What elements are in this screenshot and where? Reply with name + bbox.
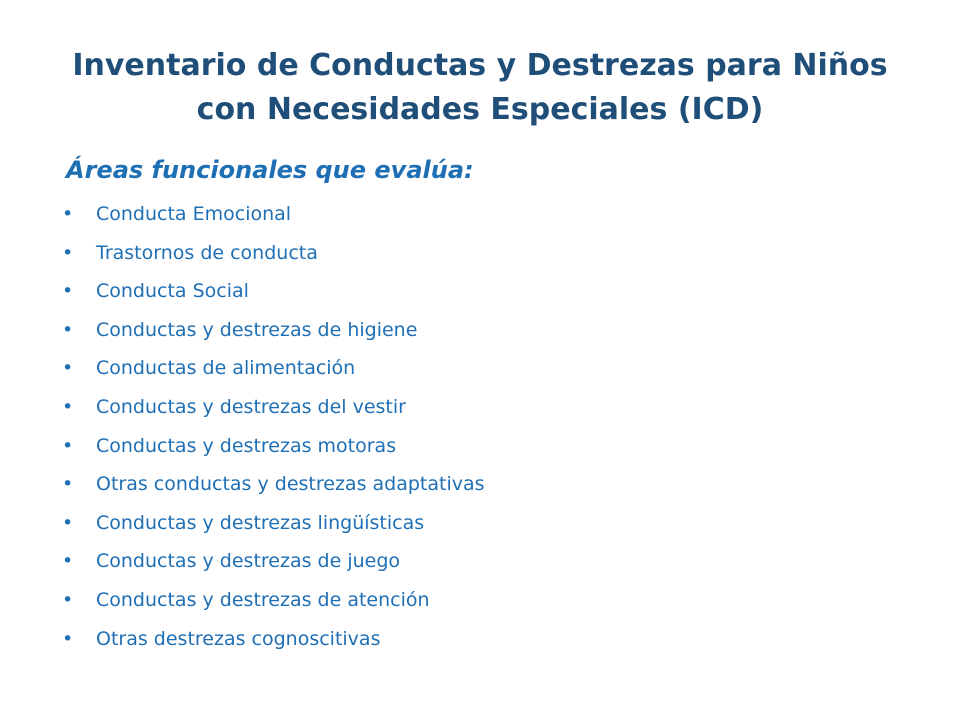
- bullet-icon: •: [62, 588, 74, 611]
- list-item: [60, 543, 485, 582]
- list-item: [60, 466, 485, 505]
- slide-title: Inventario de Conductas y Destrezas para Niños con Necesidades Especiales (ICD): [72, 48, 888, 127]
- list-item: [60, 621, 485, 660]
- list-item: [60, 312, 485, 351]
- bullet-list: [60, 196, 485, 659]
- list-item-label: Otras conductas y destrezas adaptativas: [96, 473, 485, 496]
- list-item-label: Conductas y destrezas de atención: [96, 588, 430, 611]
- bullet-icon: •: [62, 203, 74, 225]
- bullet-icon: •: [62, 627, 74, 650]
- list-item-label: Conductas y destrezas del vestir: [96, 395, 406, 418]
- bullet-icon: •: [62, 550, 74, 573]
- list-item-label: Conductas y destrezas de juego: [96, 550, 401, 573]
- list-item: [60, 235, 485, 274]
- bullet-icon: •: [62, 395, 74, 418]
- list-item-label: Conductas de alimentación: [96, 357, 356, 380]
- bullet-icon: •: [62, 357, 74, 380]
- list-item: [60, 196, 485, 235]
- bullet-icon: •: [62, 318, 74, 341]
- list-item: [60, 582, 485, 621]
- bullet-icon: •: [62, 280, 74, 303]
- bullet-icon: •: [62, 434, 74, 457]
- bullet-icon: •: [62, 511, 74, 534]
- list-item-label: Conducta Emocional: [96, 203, 292, 225]
- list-item: [60, 273, 485, 312]
- list-item-label: Otras destrezas cognoscitivas: [96, 627, 381, 650]
- list-item-label: Conductas y destrezas de higiene: [96, 318, 418, 341]
- list-item: [60, 428, 485, 467]
- list-item: [60, 389, 485, 428]
- list-item: [60, 350, 485, 389]
- list-item-label: Trastornos de conducta: [96, 241, 318, 264]
- list-item-label: Conducta Social: [96, 280, 249, 303]
- bullet-icon: •: [62, 241, 74, 264]
- list-item-label: Conductas y destrezas lingüísticas: [96, 511, 425, 534]
- list-item-label: Conductas y destrezas motoras: [96, 434, 397, 457]
- slide-subtitle: Áreas funcionales que evalúa:: [66, 156, 474, 184]
- list-item: [60, 505, 485, 544]
- bullet-icon: •: [62, 473, 74, 496]
